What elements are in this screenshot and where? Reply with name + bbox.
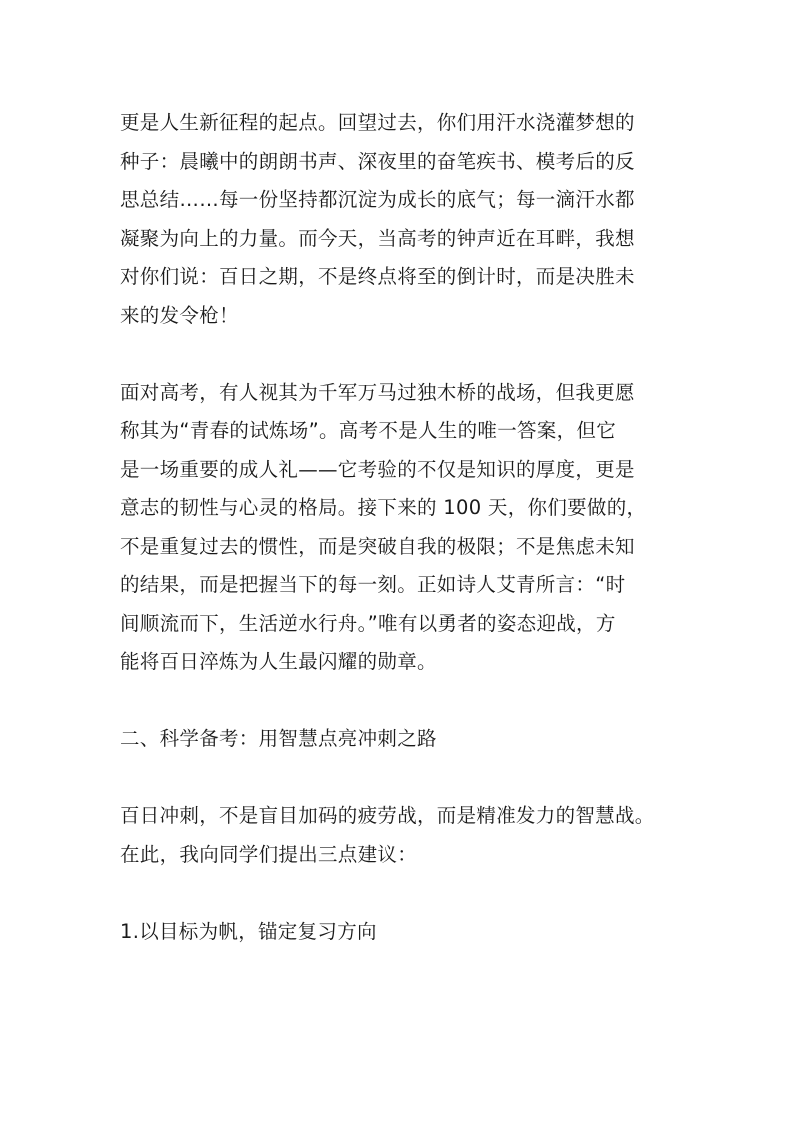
paragraph-3 bbox=[120, 797, 700, 874]
paragraph-spacer bbox=[120, 682, 700, 721]
document-page bbox=[120, 104, 700, 951]
paragraph-spacer bbox=[120, 335, 700, 374]
text-line: 不是重复过去的惯性，而是突破自我的极限；不是焦虑未知 bbox=[120, 534, 635, 558]
text-line: 对你们说：百日之期，不是终点将至的倒计时，而是决胜未 bbox=[120, 265, 635, 288]
text-line: 凝聚为向上的力量。而今天，当高考的钟声近在耳畔，我想 bbox=[120, 226, 635, 250]
text-line: 是一场重要的成人礼——它考验的不仅是知识的厚度，更是 bbox=[120, 457, 635, 481]
text-line: 的结果，而是把握当下的每一刻。正如诗人艾青所言：“时 bbox=[120, 573, 626, 596]
text-line: 面对高考，有人视其为千军万马过独木桥的战场，但我更愿 bbox=[120, 380, 635, 404]
text-line: 种子：晨曦中的朗朗书声、深夜里的奋笔疾书、模考后的反 bbox=[120, 149, 635, 173]
text-line: 意志的韧性与心灵的格局。接下来的 100 天，你们要做的， bbox=[120, 496, 647, 519]
paragraph-2 bbox=[120, 374, 700, 682]
text-line: 间顺流而下，生活逆水行舟。”唯有以勇者的姿态迎战，方 bbox=[120, 611, 616, 635]
paragraph-spacer bbox=[120, 759, 700, 798]
text-line: 思总结……每一份坚持都沉淀为成长的底气；每一滴汗水都 bbox=[120, 188, 635, 211]
text-line: 百日冲刺，不是盲目加码的疲劳战，而是精准发力的智慧战。 bbox=[120, 804, 655, 827]
list-item-heading: 1.以目标为帆，锚定复习方向 bbox=[120, 919, 377, 943]
section-heading: 二、科学备考：用智慧点亮冲刺之路 bbox=[120, 727, 437, 750]
paragraph-spacer bbox=[120, 874, 700, 913]
text-line: 能将百日淬炼为人生最闪耀的勋章。 bbox=[120, 650, 437, 673]
paragraph-1 bbox=[120, 104, 700, 335]
text-line: 在此，我向同学们提出三点建议： bbox=[120, 842, 418, 866]
text-line: 来的发令枪！ bbox=[120, 303, 239, 327]
text-line: 更是人生新征程的起点。回望过去，你们用汗水浇灌梦想的 bbox=[120, 111, 635, 134]
text-line: 称其为“青春的试炼场”。高考不是人生的唯一答案，但它 bbox=[120, 419, 617, 442]
